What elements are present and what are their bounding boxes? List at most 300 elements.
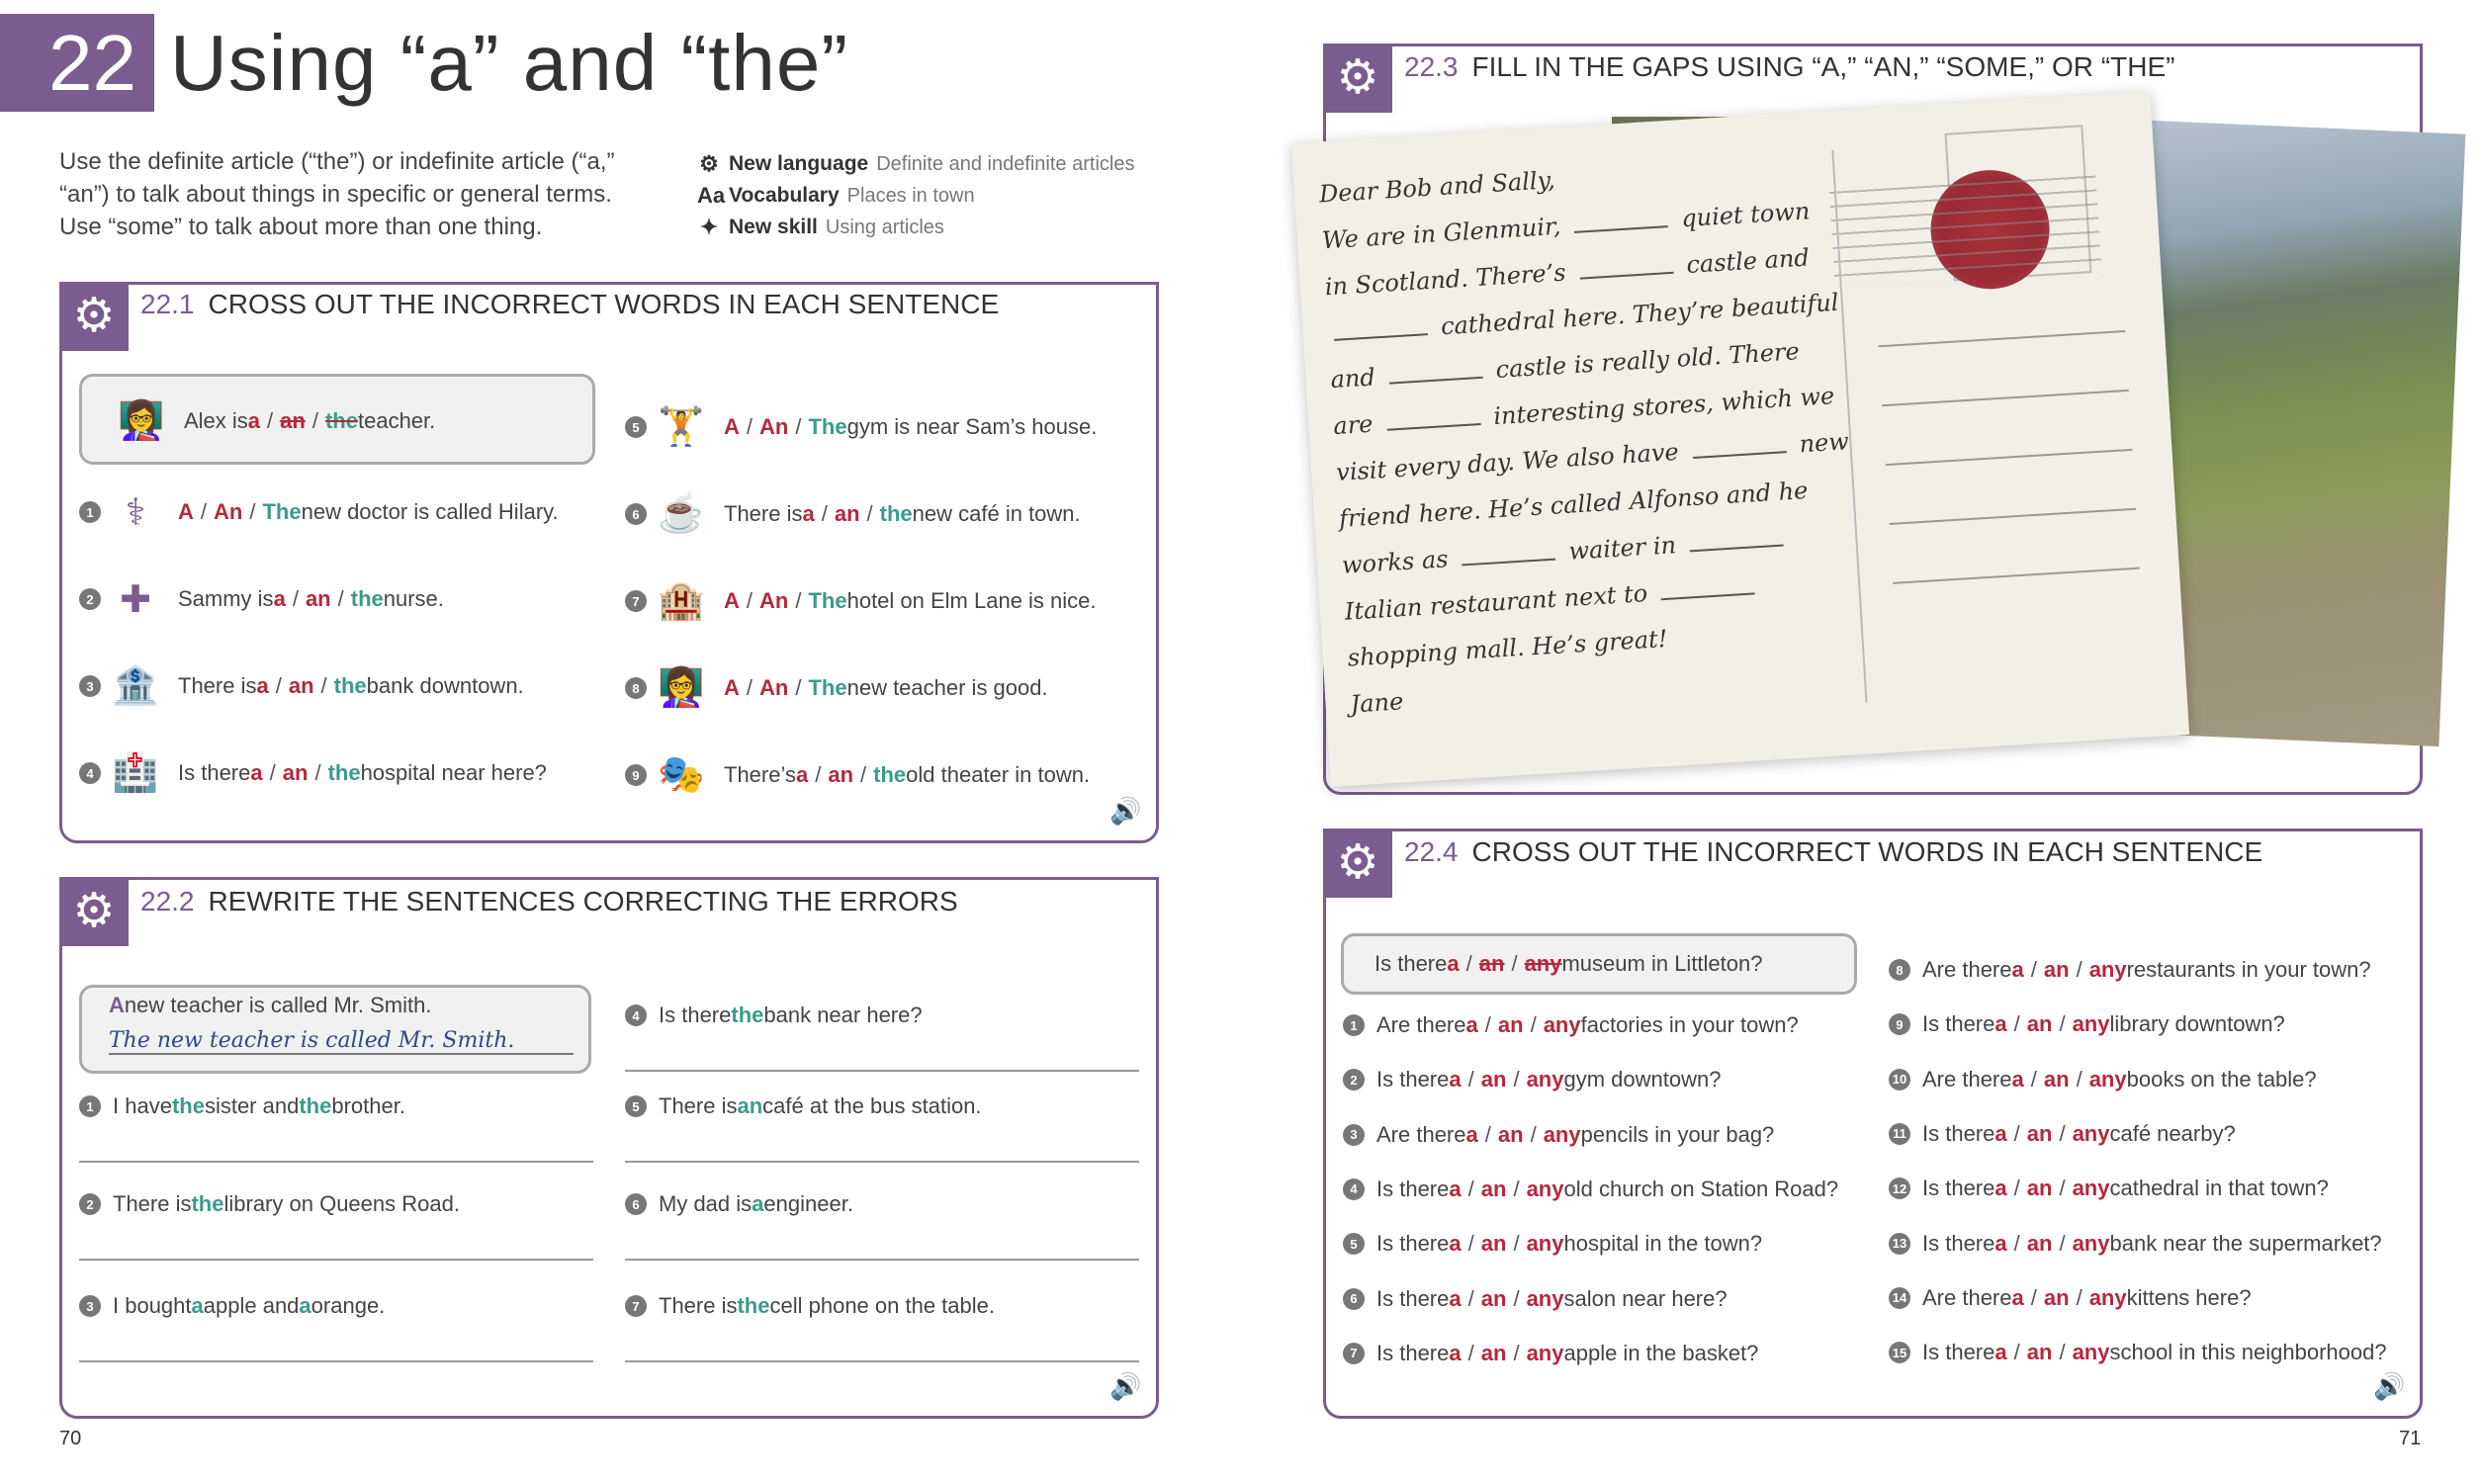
article-option[interactable]: a: [1994, 1120, 2007, 1146]
meta-row: [697, 212, 1134, 243]
item-number: 8: [1889, 959, 1910, 981]
sentence-text: Is there: [1922, 1230, 1995, 1256]
sentence-text: engineer.: [763, 1191, 853, 1216]
article-option[interactable]: the: [333, 673, 367, 698]
article-option[interactable]: an: [2026, 1120, 2053, 1146]
article-option[interactable]: an: [1480, 1231, 1507, 1257]
sentence-item: [1889, 1176, 2329, 1201]
article-option[interactable]: an: [2043, 957, 2070, 982]
article-option[interactable]: an: [1480, 1067, 1507, 1092]
slash-separator: /: [746, 414, 753, 439]
article-option[interactable]: The: [808, 414, 847, 439]
sentence-text: Is there: [1376, 1231, 1450, 1257]
fill-gap[interactable]: [1386, 423, 1480, 431]
sentence-text: Is there: [1376, 1176, 1450, 1201]
slash-separator: /: [1513, 1340, 1520, 1365]
answer-line[interactable]: [625, 1259, 1139, 1261]
article-option[interactable]: any: [1543, 1121, 1581, 1147]
sentence-text: Are there: [1376, 1121, 1466, 1147]
theater-icon: 🎭: [658, 754, 705, 796]
article-option[interactable]: an: [1497, 1012, 1524, 1037]
article-option[interactable]: An: [759, 588, 789, 613]
sentence-item: [625, 1003, 923, 1028]
article-option[interactable]: a: [1449, 1231, 1462, 1257]
article-option[interactable]: A: [724, 588, 740, 613]
sentence-item: [1889, 1231, 2382, 1257]
sentence-text: Are there: [1922, 1284, 2012, 1310]
sentence-text: I bought: [113, 1293, 192, 1318]
example-answer-text: The new teacher is called Mr. Smith.: [109, 1028, 515, 1053]
article-option[interactable]: a: [1465, 1012, 1478, 1037]
cafe-icon: ☕: [658, 493, 705, 535]
article-word: a: [752, 1191, 764, 1216]
exercise-gear-icon: ⚙: [1323, 829, 1392, 898]
sentence-item: [79, 1093, 405, 1119]
item-number: 2: [79, 1193, 101, 1215]
article-option[interactable]: any: [2088, 957, 2127, 982]
slash-separator: /: [2013, 1230, 2020, 1256]
postcard-text-segment: works as: [1341, 544, 1457, 579]
intro-text: Use the definite article (“the”) or indefinite article (“a,” “an”) to talk about things in specific or general terms. Use “some” to talk about more than one thing.: [59, 148, 615, 240]
article-option[interactable]: any: [2072, 1230, 2110, 1256]
gear-icon: ⚙: [699, 151, 719, 176]
article-option[interactable]: the: [324, 408, 358, 433]
example-answer: [109, 1028, 574, 1055]
postcard-text-segment: cathedral here. They’re beautiful: [1432, 288, 1840, 341]
slash-separator: /: [795, 414, 802, 439]
article-option[interactable]: The: [808, 588, 847, 613]
article-option[interactable]: any: [2072, 1340, 2110, 1365]
article-option[interactable]: An: [759, 675, 789, 700]
sentence-text: bank downtown.: [366, 673, 524, 698]
slash-separator: /: [746, 675, 753, 700]
item-number: 3: [79, 1295, 101, 1317]
unit-title: Using “a” and “the”: [170, 19, 848, 107]
sentence-item: [1343, 1231, 1762, 1257]
article-word: the: [737, 1293, 770, 1318]
vocabulary-icon: Aa: [697, 183, 726, 208]
article-option[interactable]: an: [280, 408, 306, 433]
fill-gap[interactable]: [1334, 333, 1428, 341]
teacher-icon: 👩‍🏫: [658, 667, 705, 709]
sentence-text: Are there: [1922, 957, 2012, 982]
postcard-text-segment: waiter in: [1560, 530, 1685, 567]
article-word: the: [191, 1191, 224, 1216]
article-option[interactable]: a: [2011, 1284, 2024, 1310]
article-option[interactable]: a: [1994, 1340, 2007, 1365]
item-number: 3: [1343, 1124, 1365, 1146]
slash-separator: /: [1513, 1176, 1520, 1201]
slash-separator: /: [2076, 957, 2083, 982]
postmark-waves: [1829, 174, 2102, 289]
sentence-text: There is: [178, 673, 257, 698]
postcard-text-segment: Italian restaurant next to: [1344, 578, 1656, 626]
sentence-item: [1343, 1341, 1758, 1366]
sentence-text: museum in Littleton?: [1561, 951, 1763, 976]
sentence-text: new café in town.: [912, 501, 1081, 526]
article-option[interactable]: an: [2043, 1066, 2070, 1091]
article-option[interactable]: The: [262, 499, 302, 524]
answer-line[interactable]: [79, 1161, 593, 1163]
sentence-text: library on Queens Road.: [223, 1191, 460, 1216]
fill-gap[interactable]: [1693, 451, 1787, 459]
exercise-header: [140, 289, 999, 320]
example-sentence: [119, 393, 435, 449]
slash-separator: /: [1530, 1121, 1537, 1147]
article-option[interactable]: an: [2026, 1340, 2053, 1365]
article-word: the: [171, 1093, 205, 1118]
audio-speaker-icon[interactable]: 🔊: [1109, 1371, 1142, 1401]
slash-separator: /: [314, 760, 321, 785]
slash-separator: /: [2059, 1176, 2066, 1201]
sentence-text: Is there: [1376, 1285, 1450, 1311]
slash-separator: /: [2013, 1340, 2020, 1365]
slash-separator: /: [1467, 1285, 1474, 1311]
article-option[interactable]: a: [1449, 1067, 1462, 1092]
slash-separator: /: [200, 499, 208, 524]
address-line: [1878, 330, 2125, 347]
slash-separator: /: [311, 408, 318, 433]
article-option[interactable]: a: [795, 762, 809, 787]
sentence-item: [625, 1191, 853, 1217]
postcard-text-segment: visit every day. We also have: [1335, 437, 1688, 486]
article-option[interactable]: an: [1480, 1176, 1507, 1201]
sentence-text: factories in your town?: [1580, 1012, 1799, 1037]
exercise-22-2: [59, 877, 1159, 1419]
item-number: 7: [1343, 1343, 1365, 1364]
item-number: 13: [1889, 1233, 1910, 1255]
slash-separator: /: [2013, 1011, 2020, 1037]
slash-separator: /: [2059, 1011, 2066, 1037]
item-number: 6: [1343, 1288, 1365, 1310]
article-word: the: [299, 1093, 332, 1118]
sentence-text: library downtown?: [2109, 1011, 2285, 1037]
slash-separator: /: [292, 586, 299, 611]
item-number: 5: [625, 1095, 647, 1117]
postcard-text-segment: and: [1329, 362, 1384, 394]
sentence-item: [79, 1293, 385, 1319]
sentence-text: Is there: [1374, 951, 1448, 976]
slash-separator: /: [267, 408, 274, 433]
hospital-icon: 🏥: [112, 752, 159, 794]
answer-line[interactable]: [79, 1360, 593, 1362]
article-option[interactable]: the: [327, 760, 361, 785]
article-option[interactable]: a: [256, 673, 269, 698]
article-word: a: [191, 1293, 204, 1318]
article-option[interactable]: the: [873, 762, 907, 787]
item-number: 7: [625, 590, 647, 612]
article-option[interactable]: any: [1526, 1176, 1564, 1201]
slash-separator: /: [815, 762, 822, 787]
article-option[interactable]: A: [724, 414, 740, 439]
fill-gap[interactable]: [1579, 272, 1673, 280]
article-option[interactable]: a: [1465, 1121, 1478, 1147]
article-option[interactable]: any: [2088, 1066, 2127, 1091]
sentence-item: [79, 745, 547, 801]
sentence-text: Is there: [1922, 1011, 1995, 1037]
sentence-text: hospital near here?: [360, 760, 547, 785]
article-option[interactable]: an: [834, 501, 860, 526]
slash-separator: /: [821, 501, 828, 526]
article-option[interactable]: any: [2072, 1011, 2110, 1037]
sentence-item: [79, 484, 559, 540]
article-option[interactable]: A: [724, 675, 740, 700]
article-option[interactable]: an: [1480, 1340, 1507, 1365]
sentence-text: sister and: [204, 1093, 300, 1118]
article-option[interactable]: an: [1480, 1285, 1507, 1311]
postcard-text-segment: in Scotland. There’s: [1323, 258, 1574, 302]
slash-separator: /: [2030, 1066, 2037, 1091]
sentence-item: [625, 573, 1097, 629]
sentence-item: [625, 660, 1048, 716]
item-number: 1: [1343, 1014, 1365, 1036]
item-number: 3: [79, 675, 101, 697]
article-option[interactable]: an: [2026, 1176, 2053, 1201]
bank-icon: 🏦: [112, 665, 159, 707]
exercise-title: FILL IN THE GAPS USING “A,” “AN,” “SOME,” OR “THE”: [1471, 51, 2175, 82]
sentence-text: brother.: [331, 1093, 405, 1118]
slash-separator: /: [337, 586, 344, 611]
postcard-text-segment: are: [1332, 409, 1381, 441]
meta-key: New language: [729, 152, 869, 175]
exercise-title: CROSS OUT THE INCORRECT WORDS IN EACH SENTENCE: [208, 289, 1000, 319]
article-option[interactable]: a: [1449, 1285, 1462, 1311]
article-option[interactable]: an: [2043, 1284, 2070, 1310]
item-number: 4: [1343, 1178, 1365, 1200]
postcard: [1291, 91, 2189, 787]
article-word: a: [299, 1293, 311, 1318]
doctor-icon: ⚕: [125, 491, 146, 534]
answer-line[interactable]: [79, 1259, 593, 1261]
article-option[interactable]: a: [2011, 1066, 2024, 1091]
item-number: 2: [79, 588, 101, 610]
postcard-text-segment: new: [1791, 427, 1850, 459]
article-option[interactable]: a: [2011, 957, 2024, 982]
article-option[interactable]: An: [214, 499, 243, 524]
sentence-item: [79, 658, 524, 714]
meta-value: Places in town: [846, 185, 975, 207]
sentence-text: books on the table?: [2126, 1066, 2317, 1091]
item-number: 5: [1343, 1233, 1365, 1255]
article-option[interactable]: an: [282, 760, 309, 785]
slash-separator: /: [795, 588, 802, 613]
meta-value: Definite and indefinite articles: [876, 153, 1135, 175]
item-number: 6: [625, 1193, 647, 1215]
sentence-item: [79, 1191, 460, 1217]
slash-separator: /: [1530, 1012, 1537, 1037]
sentence-text: My dad is: [659, 1191, 753, 1216]
item-number: 6: [625, 503, 647, 525]
meta-value: Using articles: [825, 217, 944, 238]
sentence-text: There is: [659, 1293, 738, 1318]
sentence-text: orange.: [310, 1293, 386, 1318]
article-option[interactable]: an: [305, 586, 331, 611]
sentence-text: Alex is: [184, 408, 248, 433]
fill-gap[interactable]: [1389, 377, 1483, 385]
article-option[interactable]: any: [1526, 1285, 1564, 1311]
postcard-text-segment: Jane: [1349, 687, 1405, 719]
article-option[interactable]: a: [1447, 951, 1460, 976]
article-option[interactable]: any: [1524, 951, 1562, 976]
article-option[interactable]: any: [2088, 1284, 2127, 1310]
sentence-text: new teacher is good.: [846, 675, 1048, 700]
article-option[interactable]: The: [808, 675, 847, 700]
item-number: 9: [1889, 1013, 1910, 1035]
fill-gap[interactable]: [1661, 592, 1755, 600]
article-word: an: [737, 1093, 763, 1118]
address-line: [1893, 567, 2140, 584]
sentence-text: teacher.: [357, 408, 436, 433]
exercise-number: 22.1: [140, 289, 195, 319]
example-sentence: [1374, 951, 1762, 977]
slash-separator: /: [860, 762, 867, 787]
item-number: 9: [625, 764, 647, 786]
slash-separator: /: [1513, 1067, 1520, 1092]
slash-separator: /: [320, 673, 327, 698]
sentence-item: [1343, 1122, 1774, 1148]
sentence-text: gym downtown?: [1563, 1067, 1722, 1092]
exercise-header: [140, 886, 958, 917]
item-number: 7: [625, 1295, 647, 1317]
sentence-text: Is there: [1376, 1067, 1450, 1092]
article-option[interactable]: a: [1994, 1011, 2007, 1037]
sentence-text: pencils in your bag?: [1580, 1121, 1775, 1147]
sentence-item: [1343, 1012, 1799, 1038]
sentence-text: hotel on Elm Lane is nice.: [846, 588, 1097, 613]
sentence-item: [625, 747, 1090, 803]
nurse-icon: ✚: [120, 578, 151, 621]
article-option[interactable]: the: [879, 501, 913, 526]
fill-gap[interactable]: [1462, 559, 1555, 567]
sentence-text: There’s: [724, 762, 796, 787]
article-option[interactable]: a: [250, 760, 263, 785]
sentence-text: gym is near Sam’s house.: [846, 414, 1098, 439]
item-number: 2: [1343, 1069, 1365, 1091]
teacher-icon: 👩‍🏫: [118, 400, 165, 442]
article-option[interactable]: a: [1994, 1176, 2007, 1201]
page-number-right: 71: [2399, 1428, 2422, 1449]
article-option[interactable]: an: [2026, 1230, 2053, 1256]
article-option[interactable]: an: [288, 673, 314, 698]
article-option[interactable]: any: [2072, 1120, 2110, 1146]
exercise-number: 22.2: [140, 886, 195, 917]
example-sentence: [109, 993, 431, 1018]
slash-separator: /: [1511, 951, 1518, 976]
item-number: 12: [1889, 1178, 1910, 1199]
article-option[interactable]: any: [2072, 1176, 2110, 1201]
sentence-item: [1343, 1286, 1728, 1312]
sentence-item: [625, 486, 1081, 542]
sentence-text: Is there: [1376, 1340, 1450, 1365]
sentence-text: There is: [659, 1093, 738, 1118]
unit-number: 22: [0, 14, 154, 112]
article-option[interactable]: any: [1526, 1067, 1564, 1092]
sentence-text: There is: [113, 1191, 192, 1216]
sentence-text: bank near the supermarket?: [2109, 1230, 2382, 1256]
article-option[interactable]: an: [1497, 1121, 1524, 1147]
gym-icon: 🏋: [658, 406, 705, 448]
slash-separator: /: [1467, 1067, 1474, 1092]
sentence-item: [625, 1293, 995, 1319]
slash-separator: /: [795, 675, 802, 700]
article-option[interactable]: a: [273, 586, 286, 611]
answer-line[interactable]: [625, 1070, 1139, 1072]
slash-separator: /: [746, 588, 753, 613]
article-option[interactable]: any: [1526, 1231, 1564, 1257]
slash-separator: /: [1465, 951, 1472, 976]
sentence-text: Are there: [1376, 1012, 1466, 1037]
slash-separator: /: [1467, 1176, 1474, 1201]
exercise-gear-icon: ⚙: [1323, 44, 1392, 113]
article-option[interactable]: An: [759, 414, 789, 439]
slash-separator: /: [269, 760, 276, 785]
article-word: the: [731, 1003, 764, 1027]
item-number: 10: [1889, 1069, 1910, 1091]
answer-line[interactable]: [625, 1161, 1139, 1163]
sentence-text: old church on Station Road?: [1563, 1176, 1839, 1201]
sentence-item: [1889, 1340, 2387, 1365]
slash-separator: /: [1484, 1121, 1491, 1147]
meta-key: New skill: [729, 216, 818, 238]
fill-gap[interactable]: [1574, 225, 1668, 233]
exercise-header: [1404, 836, 2262, 868]
answer-line[interactable]: [625, 1360, 1139, 1362]
article-option[interactable]: a: [802, 501, 815, 526]
page-number-left: 70: [59, 1428, 82, 1449]
article-option[interactable]: a: [1449, 1340, 1462, 1365]
postcard-text-segment: castle is really old. There: [1487, 337, 1801, 385]
exercise-gear-icon: ⚙: [59, 877, 129, 946]
exercise-title: CROSS OUT THE INCORRECT WORDS IN EACH SENTENCE: [1471, 836, 2263, 867]
sentence-text: I have: [113, 1093, 172, 1118]
meta-row: [697, 148, 1134, 180]
postcard-text-segment: Dear Bob and Sally,: [1318, 165, 1556, 209]
postcard-text-segment: shopping mall. He’s great!: [1346, 624, 1669, 672]
article-option[interactable]: the: [350, 586, 384, 611]
item-number: 4: [79, 762, 101, 784]
audio-speaker-icon[interactable]: 🔊: [2373, 1371, 2406, 1401]
article-option[interactable]: a: [247, 408, 261, 433]
article-option[interactable]: A: [178, 499, 194, 524]
exercise-header: [1404, 51, 2174, 83]
item-number: 5: [625, 416, 647, 438]
article-option[interactable]: an: [1478, 951, 1505, 976]
item-number: 14: [1889, 1287, 1910, 1309]
postcard-text-segment: castle and: [1678, 243, 1811, 280]
postcard-text: [1318, 140, 1865, 729]
item-number: 1: [79, 501, 101, 523]
audio-speaker-icon[interactable]: 🔊: [1109, 796, 1142, 826]
meta-row: [697, 180, 1134, 212]
sentence-item: [1889, 1067, 2317, 1092]
article-option[interactable]: an: [2026, 1011, 2053, 1037]
article-option[interactable]: a: [1449, 1176, 1462, 1201]
fill-gap[interactable]: [1690, 545, 1784, 553]
example-text: new teacher is called Mr. Smith.: [124, 993, 432, 1017]
puzzle-icon: ✦: [699, 215, 719, 239]
article-option[interactable]: an: [828, 762, 854, 787]
article-option[interactable]: any: [1526, 1340, 1564, 1365]
slash-separator: /: [1484, 1012, 1491, 1037]
item-number: 11: [1889, 1123, 1910, 1145]
slash-separator: /: [2030, 1284, 2037, 1310]
article-option[interactable]: a: [1994, 1230, 2007, 1256]
sentence-text: bank near here?: [763, 1003, 923, 1027]
slash-separator: /: [1513, 1285, 1520, 1311]
article-option[interactable]: any: [1543, 1012, 1581, 1037]
sentence-text: school in this neighborhood?: [2109, 1340, 2387, 1365]
slash-separator: /: [2059, 1230, 2066, 1256]
